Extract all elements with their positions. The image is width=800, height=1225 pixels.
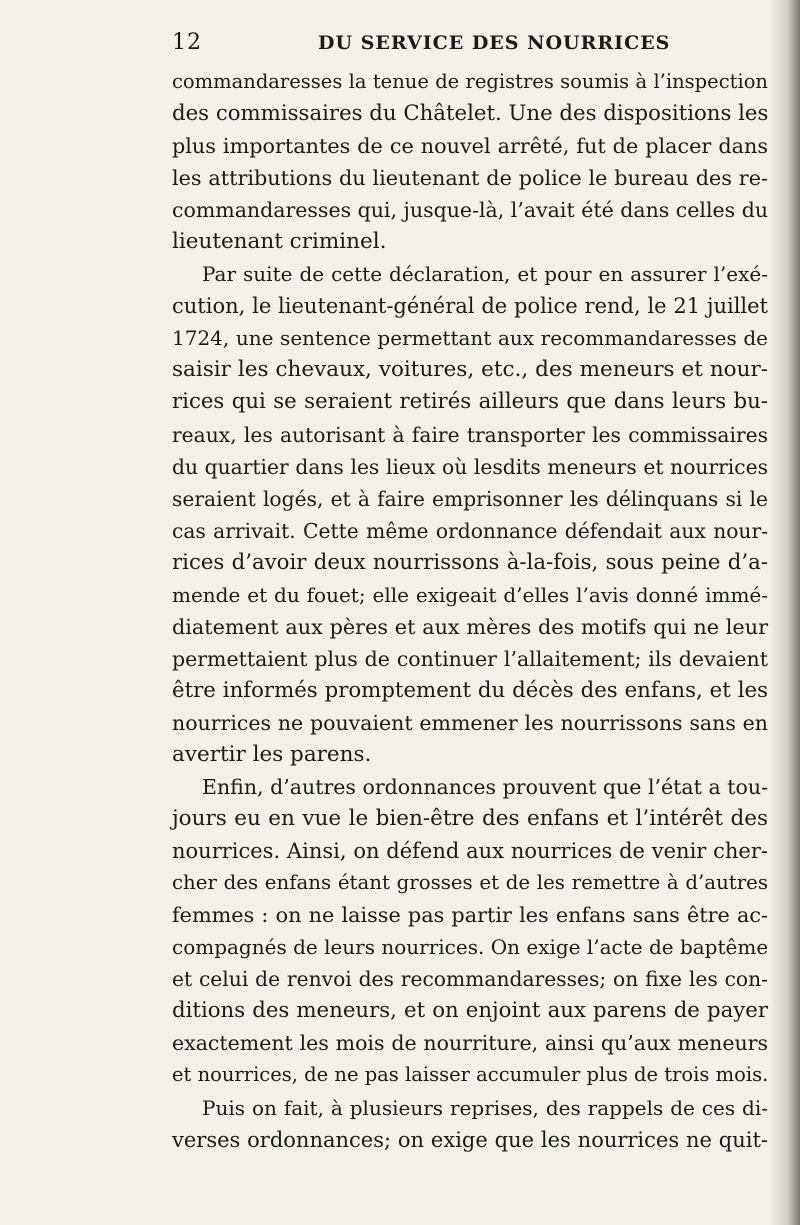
text-line: Puis on fait, à plusieurs reprises, des rappels de ces di-: [202, 1095, 768, 1120]
text-line: commandaresses la tenue de registres soumis à l’inspection: [172, 70, 768, 93]
text-line: saisir les chevaux, voitures, etc., des meneurs et nour-: [172, 357, 768, 383]
text-line: des commissaires du Châtelet. Une des dispositions les: [172, 101, 769, 127]
text-line: verses ordonnances; on exige que les nourrices ne quit-: [172, 1127, 768, 1152]
text-line: ditions des meneurs, et on enjoint aux parens de payer: [172, 998, 768, 1024]
text-line: 1724, une sentence permettant aux recommandaresses de: [172, 326, 768, 351]
text-line: reaux, les autorisant à faire transporter les commissaires: [172, 422, 768, 447]
running-title: DU SERVICE DES NOURRICES: [318, 32, 671, 54]
text-line: compagnés de leurs nourrices. On exige l’acte de baptême: [172, 935, 769, 960]
text-line: Enfin, d’autres ordonnances prouvent que l’état a tou-: [202, 775, 768, 800]
text-line: seraient logés, et à faire emprisonner les délinquans si le: [172, 486, 768, 511]
text-line: cas arrivait. Cette même ordonnance défendait aux nour-: [172, 518, 768, 543]
text-line: jours eu en vue le bien-être des enfans et l’intérêt des: [172, 806, 768, 832]
text-line: cution, le lieutenant-général de police rend, le 21 juillet: [172, 294, 768, 319]
text-line: femmes : on ne laisse pas partir les enfans sans être ac-: [172, 903, 768, 928]
text-line: exactement les mois de nourriture, ainsi qu’aux meneurs: [172, 1031, 768, 1056]
text-line: nourrices ne pouvaient emmener les nourrissons sans en: [172, 710, 768, 735]
text-line: être informés promptement du décès des enfans, et les: [172, 677, 768, 703]
running-head: [172, 30, 772, 64]
text-line: Par suite de cette déclaration, et pour en assurer l’exé-: [202, 262, 768, 287]
text-line: cher des enfans étant grosses et de les remettre à d’autres: [172, 871, 768, 895]
body-text: [172, 66, 768, 1156]
page-edge-shadow: [770, 0, 800, 1225]
text-line: du quartier dans les lieux où lesdits meneurs et nourrices: [172, 454, 768, 479]
text-line: et celui de renvoi des recommandaresses; on fixe les con-: [172, 967, 768, 992]
text-line: commandaresses qui, jusque-là, l’avait été dans celles du: [172, 198, 769, 223]
text-line: rices qui se seraient retirés ailleurs que dans leurs bu-: [172, 389, 768, 415]
text-line: mende et du fouet; elle exigeait d’elles l’avis donné immé-: [172, 582, 768, 607]
text-line: diatement aux pères et aux mères des motifs qui ne leur: [172, 614, 768, 639]
text-line: rices d’avoir deux nourrissons à-la-fois, sous peine d’a-: [172, 549, 768, 575]
text-line: avertir les parens.: [172, 741, 372, 767]
text-line: lieutenant criminel.: [172, 229, 387, 255]
page-number: 12: [172, 30, 202, 55]
text-line: permettaient plus de continuer l’allaitement; ils devaient: [172, 646, 768, 671]
text-line: les attributions du lieutenant de police le bureau des re-: [172, 166, 768, 191]
text-line: et nourrices, de ne pas laisser accumuler plus de trois mois.: [172, 1063, 769, 1087]
text-line: nourrices. Ainsi, on défend aux nourrices de venir cher-: [172, 839, 768, 864]
text-line: plus importantes de ce nouvel arrêté, fut de placer dans: [172, 134, 768, 159]
